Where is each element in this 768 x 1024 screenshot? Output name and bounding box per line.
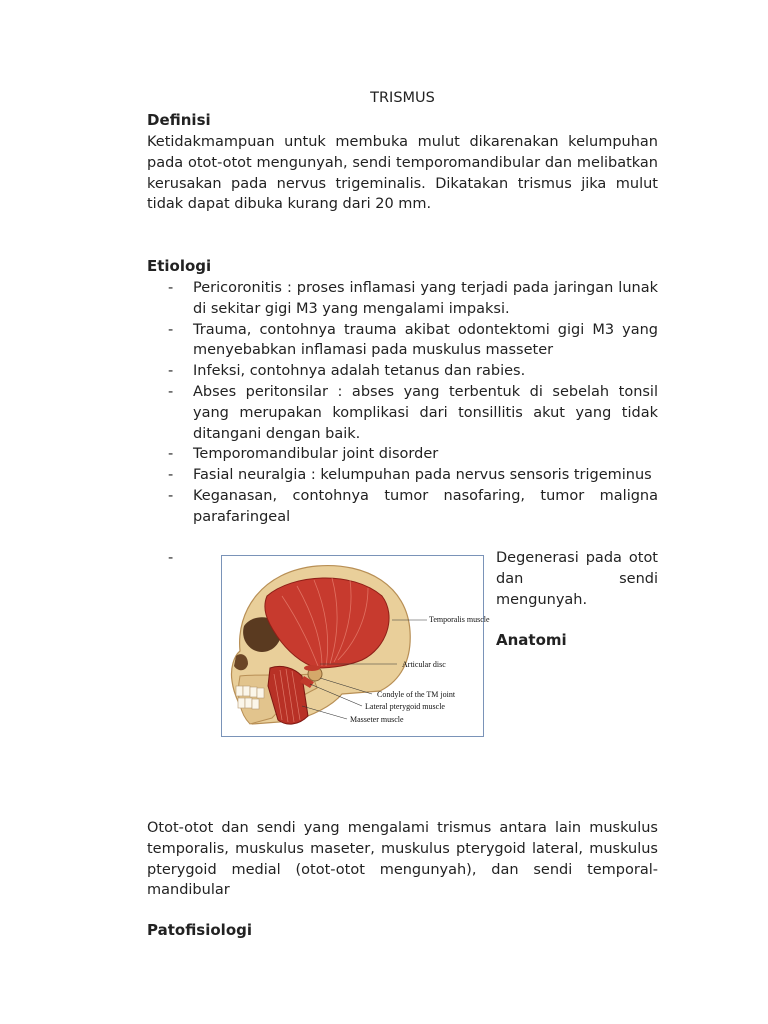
articular-disc-shape [304,665,320,671]
skull-muscle-illustration [222,556,490,736]
page-title: TRISMUS [370,90,435,106]
definisi-heading: Definisi [147,111,211,129]
list-dash: - [168,550,174,566]
list-dash: - [168,446,174,463]
list-item: - Trauma, contohnya trauma akibat odontektomi gigi M3 yang menyebabkan inflamasi pada muskulus masseter [168,321,658,359]
list-dash: - [168,363,174,380]
label-temporalis: Temporalis muscle [429,615,490,624]
anatomi-heading: Anatomi [496,631,567,649]
list-item: - Abses peritonsilar : abses yang terbentuk di sebelah tonsil yang merupakan komplikasi dari tonsillitis akut yang tidak ditangani dengan baik. [168,383,658,442]
list-item: - Infeksi, contohnya adalah tetanus dan rabies. [168,361,658,382]
list-dash: - [168,487,174,504]
list-dash: - [168,383,174,400]
anatomy-figure [221,555,490,737]
list-item: - Keganasan, contohnya tumor nasofaring, tumor maligna parafaringeal [168,487,658,525]
definisi-paragraph: Ketidakmampuan untuk membuka mulut dikarenakan kelumpuhan pada otot-otot mengunyah, sendi temporomandibular dan melibatkan kerusakan pada nervus trigeminalis. Dikatakan trismus jika mulut tidak dapat dibuka kurang dari 20 mm. [147,134,658,213]
list-dash: - [168,280,174,296]
patofisiologi-heading: Patofisiologi [147,921,253,939]
list-item: - Fasial neuralgia : kelumpuhan pada nervus sensoris trigeminus [168,465,658,486]
label-condyle: Condyle of the TM joint [377,690,456,699]
etiologi-heading: Etiologi [147,257,212,275]
list-item: - Pericoronitis : proses inflamasi yang terjadi pada jaringan lunak di sekitar gigi M3 yang mengalami impaksi. [168,280,658,317]
etiologi-list [168,278,658,528]
list-item: - Temporomandibular joint disorder [168,444,658,465]
list-dash: - [168,321,174,338]
list-item-degenerasi: Degenerasi pada otot dan sendi mengunyah. [496,550,658,608]
list-dash: - [168,467,174,484]
label-masseter: Masseter muscle [350,715,404,724]
label-lateral-pterygoid: Lateral pterygoid muscle [365,702,445,711]
label-articular-disc: Articular disc [402,660,446,669]
anatomi-paragraph: Otot-otot dan sendi yang mengalami trismus antara lain muskulus temporalis, muskulus maseter, muskulus pterygoid lateral, muskulus pterygoid medial (otot-otot mengunyah), dan sendi temporal-mandibular [147,820,658,899]
